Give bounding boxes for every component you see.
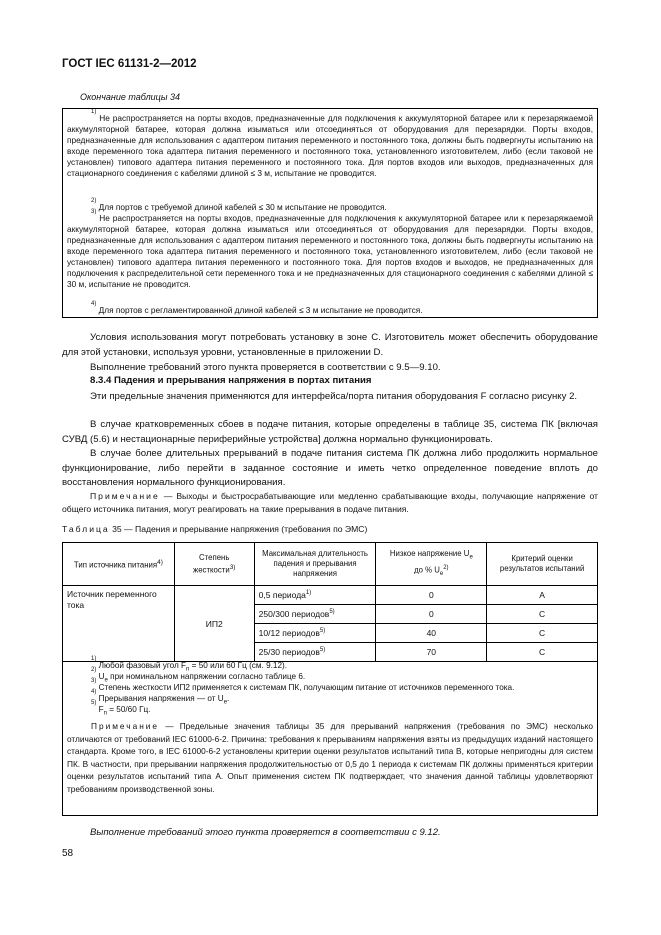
table-notes-box bbox=[62, 657, 598, 816]
table-footnote-5: $^{5)}$ $F_n = 50/60$ Гц. bbox=[91, 700, 151, 717]
cell-voltage: 0 bbox=[376, 586, 487, 605]
table-note-label: Примечание bbox=[91, 721, 160, 731]
header-criterion: Критерий оценки результатов испытаний bbox=[487, 543, 598, 586]
table-footnote-4: $^{4)}$ Прерывания напряжения — от $U_e$. bbox=[91, 689, 230, 706]
paragraph-1: Условия использования могут потребовать установку в зоне С. Изготовитель может обеспечить оборудование для этой установки, используя уровни, установленные в приложении D. bbox=[62, 332, 598, 358]
voltage-dip-table bbox=[62, 542, 598, 662]
footnote-marker: 3) bbox=[91, 209, 97, 215]
footnote-marker: 4) bbox=[91, 301, 97, 307]
table-footnote-2: $^{2)}$ $U_e$ при номинальном напряжении согласно таблице 6. bbox=[91, 667, 306, 684]
body-note bbox=[62, 490, 598, 515]
table-footnote-3: $^{3)}$ Степень жесткости ИП2 применяется к системам ПК, получающим питание от источников переменного тока. bbox=[91, 678, 515, 692]
paragraph-4: В случае кратковременных сбоев в подаче питания, которые определены в таблице 35, система ПК [включая СУВД (5.6) и нестационарные периферийные устройства] должна нормально функционировать. bbox=[62, 419, 598, 445]
cell-duration: 10/12 периодов$^{5)}$ bbox=[254, 624, 376, 643]
cell-duration: 0,5 периода$^{1)}$ bbox=[254, 586, 376, 605]
cell-voltage: 0 bbox=[376, 605, 487, 624]
header-source-type: Тип источника питания$^{4)}$ bbox=[63, 543, 175, 586]
page-number: 58 bbox=[62, 848, 74, 859]
table-row bbox=[63, 586, 598, 605]
cell-source-type: Источник переменного тока bbox=[63, 586, 175, 662]
cell-criterion: A bbox=[487, 586, 598, 605]
table-title-label: Таблица bbox=[62, 524, 110, 534]
footnote-2 bbox=[67, 198, 593, 213]
paragraph-2: Выполнение требований этого пункта проверяется в соответствии с 9.5—9.10. bbox=[90, 362, 441, 373]
header-low-voltage: Низкое напряжение $U_e$ до % $U_e^{2)}$ bbox=[376, 543, 487, 586]
table-header-row bbox=[63, 543, 598, 586]
footnote-text: Не распространяется на порты входов, предназначенные для подключения к аккумуляторной батарее или к перезаряжаемой аккумуляторной батарее, которая должна изыматься или отсоединяться от оборудования для перезарядки. Порты входов, предназначенные для использования с адаптером питания переменного и постоянного тока, должны быть подвергнуты испытанию на входе переменного тока адаптера питания переменного и постоянного тока, установленного изготовителем, либо (если таковой не установлен) типового адаптера питания переменного и постоянного тока. Для портов входов или выходов, предназначенных для стационарного соединения с кабелями длиной ≤ 3 м, испытание не проводится. bbox=[67, 113, 593, 178]
table-title bbox=[62, 524, 367, 534]
cell-duration: 250/300 периодов$^{5)}$ bbox=[254, 605, 376, 624]
verification-note: Выполнение требований этого пункта проверяется в соответствии с 9.12. bbox=[90, 827, 441, 838]
paragraph-5: В случае более длительных прерываний в подаче питания система ПК должна либо продолжить нормальное функционирование, либо перейти в заданное состояние и иметь четко определенное поведение вплоть до восстановления нормального функционирования. bbox=[62, 448, 598, 488]
footnote-marker: 2) bbox=[91, 198, 97, 204]
footnote-text: Для портов с регламентированной длиной кабелей ≤ 3 м испытание не проводится. bbox=[96, 305, 423, 315]
cell-duration: 25/30 периодов$^{5)}$ bbox=[254, 643, 376, 662]
table-footnote-1: $^{1)}$ Любой фазовый угол $F_n = 50$ или 60 Гц (см. 9.12). bbox=[91, 656, 288, 673]
cell-severity: ИП2 bbox=[174, 586, 254, 662]
table-note bbox=[67, 720, 593, 795]
table-continuation-label: Окончание таблицы 34 bbox=[80, 92, 180, 102]
footnote-text: Не распространяется на порты входов, предназначенные для подключения к аккумуляторной батарее или к перезаряжаемой аккумуляторной батарее, которая должна изыматься или отсоединяться от оборудования для перезарядки. Порты входов, предназначенные для использования с адаптером питания переменного и постоянного тока, должны быть подвергнуты испытанию на входе переменного тока адаптера питания переменного и постоянного тока, установленного изготовителем, либо (если таковой не установлен) типового адаптера питания переменного и постоянного тока. Для портов входов и выходов, не предназначенных для подключения к распределительной сети переменного тока и не предназначенных для стационарного соединения с кабелями длиной ≤ 30 м, испытание не проводится. bbox=[67, 213, 593, 289]
footnote-marker: 1) bbox=[91, 109, 97, 115]
document-header: ГОСТ IEC 61131-2—2012 bbox=[62, 58, 197, 70]
footnote-4 bbox=[67, 301, 593, 316]
footnotes-box bbox=[62, 108, 598, 318]
note-label: Примечание bbox=[90, 491, 160, 501]
note-text: — Выходы и быстросрабатывающие или медленно срабатывающие входы, получающие напряжение от общего источника питания, могут реагировать на такие прерывания в подаче питания. bbox=[62, 491, 598, 514]
footnote-3 bbox=[67, 209, 593, 290]
header-duration: Максимальная длительность падения и прерывания напряжения bbox=[254, 543, 376, 586]
footnote-1 bbox=[67, 109, 593, 179]
cell-criterion: C bbox=[487, 643, 598, 662]
cell-voltage: 70 bbox=[376, 643, 487, 662]
cell-voltage: 40 bbox=[376, 624, 487, 643]
paragraph-3: Эти предельные значения применяются для интерфейса/порта питания оборудования F согласно рисунку 2. bbox=[90, 391, 578, 402]
cell-criterion: C bbox=[487, 605, 598, 624]
cell-criterion: C bbox=[487, 624, 598, 643]
section-heading: 8.3.4 Падения и прерывания напряжения в портах питания bbox=[90, 375, 372, 386]
table-note-text: — Предельные значения таблицы 35 для прерываний напряжения (требования по ЭМС) несколько отличаются от требований IEC 61000-6-2. Причина: требования к прерываниям напряжения взяты из предыдущих изданий настоящего стандарта. Кроме того, в IEC 61000-6-2 установлены критерии оценки результатов испытаний типа В, которые непригодны для систем ПК. В частности, при прерывании напряжения продолжительностью от 0,5 до 1 периода к системам ПК должны применяться критерии оценки результатов испытаний типа А. Опыт применения систем ПК подтверждает, что значения данной таблицы удовлетворяют требованиям производственной зоны. bbox=[67, 721, 593, 794]
footnote-text: Для портов с требуемой длиной кабелей ≤ 30 м испытание не проводится. bbox=[96, 202, 387, 212]
table-title-text: 35 — Падения и прерывание напряжения (требования по ЭМС) bbox=[109, 524, 368, 534]
header-severity: Степень жесткости$^{3)}$ bbox=[174, 543, 254, 586]
